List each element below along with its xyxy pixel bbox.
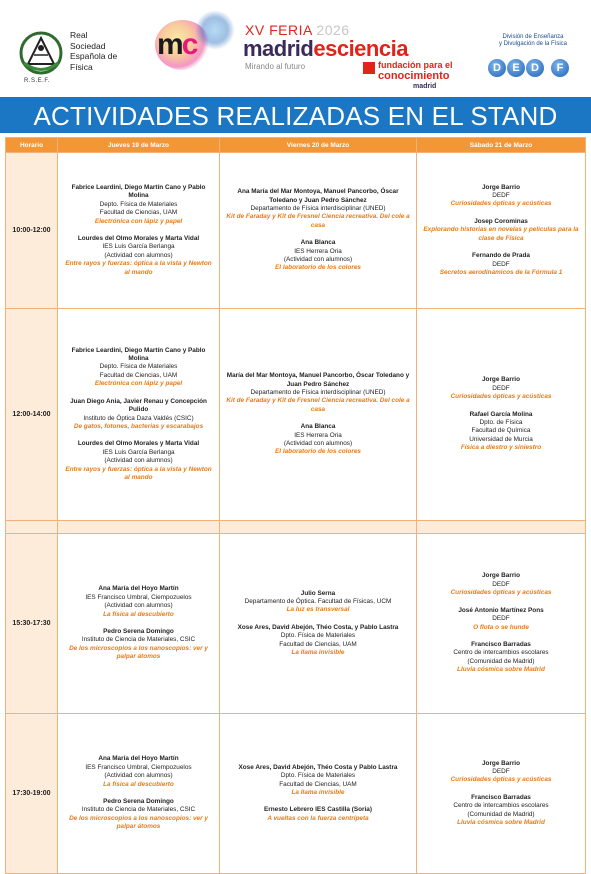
- affiliation: DEDF: [492, 615, 510, 623]
- affiliation: (Comunidad de Madrid): [467, 657, 535, 665]
- activity-title: Lluvia cósmica sobre Madrid: [457, 666, 545, 674]
- activity-title: Electrónica con lápiz y papel: [94, 380, 183, 388]
- feria-name: madridesciencia: [243, 36, 408, 61]
- affiliation: (Actividad con alumnos): [104, 251, 173, 259]
- presenter-name: Jorge Barrio: [481, 376, 520, 384]
- table-row: [6, 309, 586, 521]
- presenter-name: Julio Serna: [300, 589, 336, 597]
- table-row: [6, 534, 586, 714]
- activity-title: La llama invisible: [291, 789, 345, 796]
- presenter-name: Ana María del Hoyo Martín: [98, 585, 179, 593]
- schedule-cell: [417, 153, 586, 309]
- affiliation: DEDF: [492, 767, 510, 775]
- page-header: [0, 0, 591, 95]
- column-header-horario: Horario: [6, 138, 58, 153]
- table-header-row: [6, 138, 586, 153]
- activity-entry: [423, 794, 579, 828]
- affiliation: (Comunidad de Madrid): [467, 810, 535, 818]
- presenter-name: María del Mar Montoya, Manuel Pancorbo, Óscar Toledano y Juan Pedro Sánchez: [226, 372, 410, 388]
- activity-entry: [64, 628, 213, 662]
- activity-entry: [423, 760, 579, 785]
- presenter-name: Rafael García Molina: [469, 410, 533, 418]
- affiliation: Dpto. de Física: [479, 419, 523, 426]
- rsef-emblem-icon: [18, 30, 64, 76]
- affiliation: Facultad de Química: [471, 427, 531, 435]
- activity-entry: [64, 440, 213, 482]
- activity-title: Curiosidades ópticas y acústicas: [450, 589, 552, 597]
- affiliation: Facultad de Ciencias, UAM: [99, 371, 178, 379]
- affiliation: IES Francisco Umbral, Ciempozuelos: [85, 763, 192, 771]
- presenter-name: Jorge Barrio: [481, 183, 520, 191]
- activity-entry: [423, 252, 579, 277]
- activity-entry: [423, 184, 579, 209]
- blue-splash-icon: [195, 10, 235, 50]
- presenter-name: Lourdes del Olmo Morales y Marta Vidal: [77, 440, 200, 448]
- activity-entry: [64, 798, 213, 832]
- activity-entry: [226, 423, 410, 457]
- schedule-cell: [58, 714, 220, 874]
- presenter-name: Ana Blanca: [300, 423, 336, 431]
- presenter-name: Jorge Barrio: [481, 759, 520, 767]
- schedule-cell: [220, 714, 417, 874]
- activity-title: La llama invisible: [291, 649, 345, 657]
- activity-title: La física al descubierto: [103, 780, 174, 788]
- activity-entry: [423, 641, 579, 675]
- activity-entry: [423, 218, 579, 243]
- activity-title: Lluvia cósmica sobre Madrid: [457, 819, 545, 827]
- activity-entry: [64, 585, 213, 619]
- affiliation: Dpto. Física de Materiales: [280, 772, 356, 780]
- activity-title: Entre rayos y fuerzas: óptica a la vista y Newton al mando: [65, 465, 212, 481]
- affiliation: IES Herrera Oria: [294, 431, 342, 439]
- time-slot: 15:30-17:30: [6, 534, 58, 714]
- presenter-name: José Antonio Martínez Pons: [458, 606, 544, 614]
- activity-title: Curiosidades ópticas y acústicas: [450, 393, 552, 401]
- activity-entry: [226, 806, 410, 823]
- presenter-name: Ernesto Lebrero IES Castilla (Soria): [264, 806, 372, 814]
- activity-entry: [64, 347, 213, 389]
- affiliation: DEDF: [492, 260, 510, 268]
- activity-entry: [64, 755, 213, 789]
- presenter-name: Josep Corominas: [474, 217, 528, 225]
- activity-title: Curiosidades ópticas y acústicas: [450, 200, 552, 208]
- activity-entry: [423, 607, 579, 632]
- dedf-logo-icon: D E D F: [488, 58, 578, 80]
- affiliation: DEDF: [492, 384, 510, 392]
- affiliation: Instituto de Ciencia de Materiales, CSIC: [81, 636, 196, 644]
- schedule-cell: [417, 714, 586, 874]
- time-slot: 17:30-19:00: [6, 714, 58, 874]
- presenter-name: Xose Ares, David Abejón, Théo Costa, y Pablo Lastra: [237, 623, 399, 631]
- activity-entry: [64, 184, 213, 226]
- affiliation: Depto. Física de Materiales: [99, 363, 178, 371]
- affiliation: (Actividad con alumnos): [104, 602, 173, 610]
- activity-entry: [226, 590, 410, 615]
- affiliation: DEDF: [492, 192, 510, 200]
- activity-title: Curiosidades ópticas y acústicas: [450, 776, 552, 784]
- activity-entry: [226, 239, 410, 273]
- affiliation: DEDF: [492, 580, 510, 588]
- column-header-sabado: Sábado 21 de Marzo: [417, 138, 586, 153]
- column-header-viernes: Viernes 20 de Marzo: [220, 138, 417, 153]
- schedule-body: [6, 153, 586, 874]
- activity-entry: [64, 235, 213, 277]
- activity-entry: [423, 411, 579, 453]
- affiliation: IES Herrera Oria: [294, 247, 342, 255]
- affiliation: Departamento de Óptica. Facultad de Físicas, UCM: [244, 597, 392, 605]
- activity-entry: [226, 624, 410, 658]
- activity-entry: [423, 572, 579, 597]
- fundacion-square-icon: [363, 62, 375, 74]
- dedf-logo-block: [484, 34, 584, 82]
- presenter-name: Pedro Serena Domingo: [103, 798, 174, 805]
- mc-logo: mc: [157, 28, 197, 61]
- activity-title: A vueltas con la fuerza centrípeta: [267, 814, 369, 822]
- feria-edition: XV FERIA 2026: [245, 22, 350, 38]
- affiliation: Facultad de Ciencias, UAM: [279, 780, 357, 788]
- schedule-cell: [58, 534, 220, 714]
- activity-title: El laboratorio de los colores: [275, 448, 361, 456]
- schedule-cell: [417, 534, 586, 714]
- lunch-separator-row: [6, 521, 586, 534]
- affiliation: Depto. Física de Materiales: [99, 200, 178, 208]
- affiliation: Facultad de Ciencias, UAM: [99, 209, 178, 217]
- activity-entry: [64, 398, 213, 432]
- activity-entry: [423, 376, 579, 401]
- affiliation: (Actividad con alumnos): [104, 457, 173, 465]
- affiliation: Universidad de Murcia: [469, 435, 533, 443]
- activity-title: Entre rayos y fuerzas: óptica a la vista y Newton al mando: [65, 260, 212, 276]
- fundacion-logo: fundación para el conocimiento madrid: [363, 60, 459, 94]
- time-slot: 12:00-14:00: [6, 309, 58, 521]
- activity-title: El laboratorio de los colores: [275, 264, 361, 272]
- affiliation: (Actividad con alumnos): [104, 772, 173, 780]
- feria-tagline: Mirando al futuro: [245, 62, 306, 71]
- presenter-name: Juan Diego Ania, Javier Renau y Concepción Pulido: [70, 397, 207, 414]
- activity-title: De los microscopios a los nanoscopios: ver y palpar átomos: [69, 644, 208, 661]
- page-title: ACTIVIDADES REALIZADAS EN EL STAND: [33, 101, 558, 131]
- activity-title: Kit de Faraday y Kit de Fresnel Ciencia recreativa. Del cole a casa: [226, 397, 410, 413]
- schedule-cell: [58, 309, 220, 521]
- activity-title: La luz es transversal: [286, 606, 350, 614]
- affiliation: (Actividad con alumnos): [283, 256, 353, 264]
- schedule-cell: [58, 153, 220, 309]
- presenter-name: Pedro Serena Domingo: [103, 628, 174, 635]
- affiliation: Departamento de Física interdisciplinar (UNED): [250, 204, 386, 212]
- affiliation: Dpto. Física de Materiales: [280, 632, 356, 640]
- activity-title: De gatos, fotones, bacterias y escarabajos: [73, 422, 204, 430]
- affiliation: IES Francisco Umbral, Ciempozuelos: [85, 593, 192, 601]
- affiliation: Facultad de Ciencias, UAM: [279, 640, 357, 648]
- presenter-name: Francisco Barradas: [471, 793, 531, 801]
- presenter-name: Ana Blanca: [300, 239, 336, 247]
- affiliation: Instituto de Óptica Daza Valdés (CSIC): [83, 414, 194, 422]
- rsef-abbr: R.S.E.F.: [24, 78, 51, 84]
- table-row: [6, 153, 586, 309]
- affiliation: IES Luis García Berlanga: [102, 448, 175, 456]
- activity-title: La física al descubierto: [103, 610, 174, 618]
- affiliation: IES Luis García Berlanga: [102, 243, 175, 251]
- presenter-name: Lourdes del Olmo Morales y Marta Vidal: [77, 235, 200, 242]
- presenter-name: Jorge Barrio: [481, 572, 520, 580]
- activity-title: Secretos aerodinámicos de la Fórmula 1: [439, 268, 563, 276]
- activity-title: Física a diestro y siniestro: [460, 444, 542, 452]
- presenter-name: Francisco Barradas: [471, 640, 531, 648]
- presenter-name: Fernando de Prada: [472, 252, 530, 260]
- schedule-cell: [220, 153, 417, 309]
- dedf-name: División de Enseñanza y Divulgación de la Física: [498, 34, 568, 47]
- activity-title: Electrónica con lápiz y papel: [94, 217, 183, 225]
- presenter-name: Ana María del Hoyo Martín: [98, 755, 179, 763]
- activity-title: Kit de Faraday y Kit de Fresnel Ciencia recreativa. Del cole a casa: [226, 213, 410, 229]
- column-header-jueves: Jueves 19 de Marzo: [58, 138, 220, 153]
- activity-title: Explorando historias en novelas y películas para la clase de Física: [423, 226, 579, 242]
- presenter-name: Fabrice Leardini, Diego Martín Cano y Pablo Molina: [71, 183, 206, 200]
- affiliation: Centro de intercambios escolares: [453, 802, 549, 810]
- rsef-name: Real Sociedad Española de Física: [70, 30, 118, 72]
- schedule-cell: [220, 534, 417, 714]
- activity-entry: [226, 372, 410, 414]
- presenter-name: Fabrice Leardini, Diego Martín Cano y Pablo Molina: [71, 346, 206, 363]
- affiliation: Departamento de Física interdisciplinar (UNED): [250, 388, 386, 396]
- table-row: [6, 714, 586, 874]
- activity-title: De los microscopios a los nanoscopios: ver y palpar átomos: [69, 814, 208, 831]
- presenter-name: Ana María del Mar Montoya, Manuel Pancorbo, Óscar Toledano y Juan Pedro Sánchez: [237, 188, 399, 204]
- schedule-cell: [220, 309, 417, 521]
- schedule-cell: [417, 309, 586, 521]
- activity-title: O flota o se hunde: [473, 623, 529, 631]
- affiliation: Centro de intercambios escolares: [453, 649, 549, 657]
- schedule-table: [5, 137, 586, 874]
- affiliation: (Actividad con alumnos): [283, 440, 353, 448]
- presenter-name: Xose Ares, David Abejón, Théo Costa y Pablo Lastra: [238, 763, 398, 771]
- activity-entry: [226, 764, 410, 798]
- time-slot: 10:00-12:00: [6, 153, 58, 309]
- affiliation: Instituto de Ciencia de Materiales, CSIC: [81, 806, 196, 814]
- title-banner: [0, 97, 591, 133]
- feria-logo-block: [155, 10, 455, 92]
- rsef-logo-block: [18, 28, 128, 90]
- activity-entry: [226, 188, 410, 230]
